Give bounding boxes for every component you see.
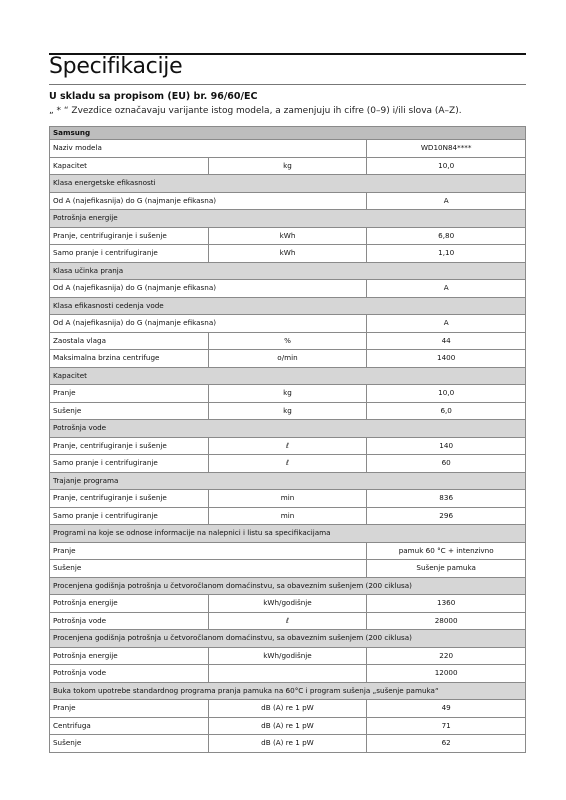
- row-value: Sušenje pamuka: [367, 560, 526, 578]
- page-title: Specifikacije: [49, 54, 183, 79]
- table-row: [50, 280, 526, 298]
- section-row: [50, 525, 526, 543]
- row-value: 220: [367, 647, 526, 665]
- row-unit: kWh: [208, 245, 367, 263]
- specifications-table: [49, 126, 526, 753]
- table-row: [50, 665, 526, 683]
- row-unit: dB (A) re 1 pW: [208, 700, 367, 718]
- table-row: [50, 507, 526, 525]
- table-row: [50, 350, 526, 368]
- table-row: [50, 315, 526, 333]
- row-label: Zaostala vlaga: [50, 332, 209, 350]
- section-row: [50, 472, 526, 490]
- brand-header: Samsung: [50, 127, 526, 140]
- row-value: 10,0: [367, 157, 526, 175]
- row-label: Od A (najefikasnija) do G (najmanje efikasna): [50, 280, 367, 298]
- row-unit: kWh/godišnje: [208, 595, 367, 613]
- row-value: A: [367, 192, 526, 210]
- table-row: [50, 490, 526, 508]
- table-row: [50, 437, 526, 455]
- row-label: Kapacitet: [50, 157, 209, 175]
- row-unit: ℓ: [208, 612, 367, 630]
- table-row: [50, 612, 526, 630]
- section-row: [50, 210, 526, 228]
- row-value: A: [367, 315, 526, 333]
- table-row: [50, 700, 526, 718]
- section-row: [50, 577, 526, 595]
- row-label: Pranje, centrifugiranje i sušenje: [50, 227, 209, 245]
- row-label: Centrifuga: [50, 717, 209, 735]
- section-row: [50, 420, 526, 438]
- table-row: [50, 140, 526, 158]
- row-label: Pranje, centrifugiranje i sušenje: [50, 437, 209, 455]
- section-row: [50, 262, 526, 280]
- table-row: [50, 192, 526, 210]
- row-unit: kWh/godišnje: [208, 647, 367, 665]
- row-label: Pranje: [50, 385, 209, 403]
- row-unit: kg: [208, 385, 367, 403]
- row-label: Naziv modela: [50, 140, 367, 158]
- section-row: [50, 297, 526, 315]
- row-value: 12000: [367, 665, 526, 683]
- row-label: Od A (najefikasnija) do G (najmanje efikasna): [50, 192, 367, 210]
- table-row: [50, 332, 526, 350]
- table-row: [50, 157, 526, 175]
- row-value: A: [367, 280, 526, 298]
- row-unit: dB (A) re 1 pW: [208, 735, 367, 753]
- table-row: [50, 402, 526, 420]
- section-heading: Klasa učinka pranja: [50, 262, 526, 280]
- table-row: [50, 455, 526, 473]
- section-heading: Klasa energetske efikasnosti: [50, 175, 526, 193]
- section-row: [50, 682, 526, 700]
- row-label: Pranje: [50, 542, 367, 560]
- row-label: Samo pranje i centrifugiranje: [50, 245, 209, 263]
- row-unit: kWh: [208, 227, 367, 245]
- row-value: 62: [367, 735, 526, 753]
- row-unit: ℓ: [208, 437, 367, 455]
- row-value: 1,10: [367, 245, 526, 263]
- row-value: 71: [367, 717, 526, 735]
- row-unit: kg: [208, 402, 367, 420]
- row-label: Potrošnja energije: [50, 595, 209, 613]
- row-label: Samo pranje i centrifugiranje: [50, 507, 209, 525]
- row-unit: min: [208, 490, 367, 508]
- table-row: [50, 647, 526, 665]
- row-unit: [208, 665, 367, 683]
- section-heading: Buka tokom upotrebe standardnog programa pranja pamuka na 60°C i program sušenja „sušenje pamuka“: [50, 682, 526, 700]
- row-value: 10,0: [367, 385, 526, 403]
- asterisk-note: „ * “ Zvezdice označavaju varijante istog modela, a zamenjuju ih cifre (0–9) i/ili slova (A–Z).: [49, 106, 462, 116]
- row-value: 140: [367, 437, 526, 455]
- row-label: Potrošnja vode: [50, 665, 209, 683]
- section-heading: Kapacitet: [50, 367, 526, 385]
- row-value: 28000: [367, 612, 526, 630]
- row-unit: dB (A) re 1 pW: [208, 717, 367, 735]
- table-header-row: [50, 127, 526, 140]
- row-label: Pranje: [50, 700, 209, 718]
- row-value: 49: [367, 700, 526, 718]
- row-label: Potrošnja vode: [50, 612, 209, 630]
- row-value: 1400: [367, 350, 526, 368]
- row-label: Od A (najefikasnija) do G (najmanje efikasna): [50, 315, 367, 333]
- model-value: WD10N84****: [367, 140, 526, 158]
- row-value: 60: [367, 455, 526, 473]
- section-heading: Trajanje programa: [50, 472, 526, 490]
- section-heading: Procenjena godišnja potrošnja u četvoročlanom domaćinstvu, sa obaveznim sušenjem (200 ciklusa): [50, 577, 526, 595]
- row-label: Maksimalna brzina centrifuge: [50, 350, 209, 368]
- table-row: [50, 717, 526, 735]
- table-row: [50, 385, 526, 403]
- row-label: Sušenje: [50, 735, 209, 753]
- section-heading: Procenjena godišnja potrošnja u četvoročlanom domaćinstvu, sa obaveznim sušenjem (200 ciklusa): [50, 630, 526, 648]
- row-value: pamuk 60 °C + intenzivno: [367, 542, 526, 560]
- table-row: [50, 542, 526, 560]
- row-value: 1360: [367, 595, 526, 613]
- row-label: Samo pranje i centrifugiranje: [50, 455, 209, 473]
- title-rule: [49, 84, 526, 85]
- row-value: 296: [367, 507, 526, 525]
- row-unit: %: [208, 332, 367, 350]
- row-value: 6,0: [367, 402, 526, 420]
- row-label: Pranje, centrifugiranje i sušenje: [50, 490, 209, 508]
- section-row: [50, 367, 526, 385]
- row-unit: ℓ: [208, 455, 367, 473]
- table-row: [50, 560, 526, 578]
- table-row: [50, 595, 526, 613]
- row-value: 6,80: [367, 227, 526, 245]
- regulation-subtitle: U skladu sa propisom (EU) br. 96/60/EC: [49, 91, 258, 102]
- row-value: 836: [367, 490, 526, 508]
- section-heading: Potrošnja energije: [50, 210, 526, 228]
- row-unit: kg: [208, 157, 367, 175]
- section-row: [50, 175, 526, 193]
- row-label: Potrošnja energije: [50, 647, 209, 665]
- table-row: [50, 245, 526, 263]
- section-heading: Klasa efikasnosti cedenja vode: [50, 297, 526, 315]
- section-heading: Programi na koje se odnose informacije na nalepnici i listu sa specifikacijama: [50, 525, 526, 543]
- table-row: [50, 735, 526, 753]
- row-label: Sušenje: [50, 402, 209, 420]
- row-unit: o/min: [208, 350, 367, 368]
- row-label: Sušenje: [50, 560, 367, 578]
- section-row: [50, 630, 526, 648]
- section-heading: Potrošnja vode: [50, 420, 526, 438]
- row-value: 44: [367, 332, 526, 350]
- row-unit: min: [208, 507, 367, 525]
- table-row: [50, 227, 526, 245]
